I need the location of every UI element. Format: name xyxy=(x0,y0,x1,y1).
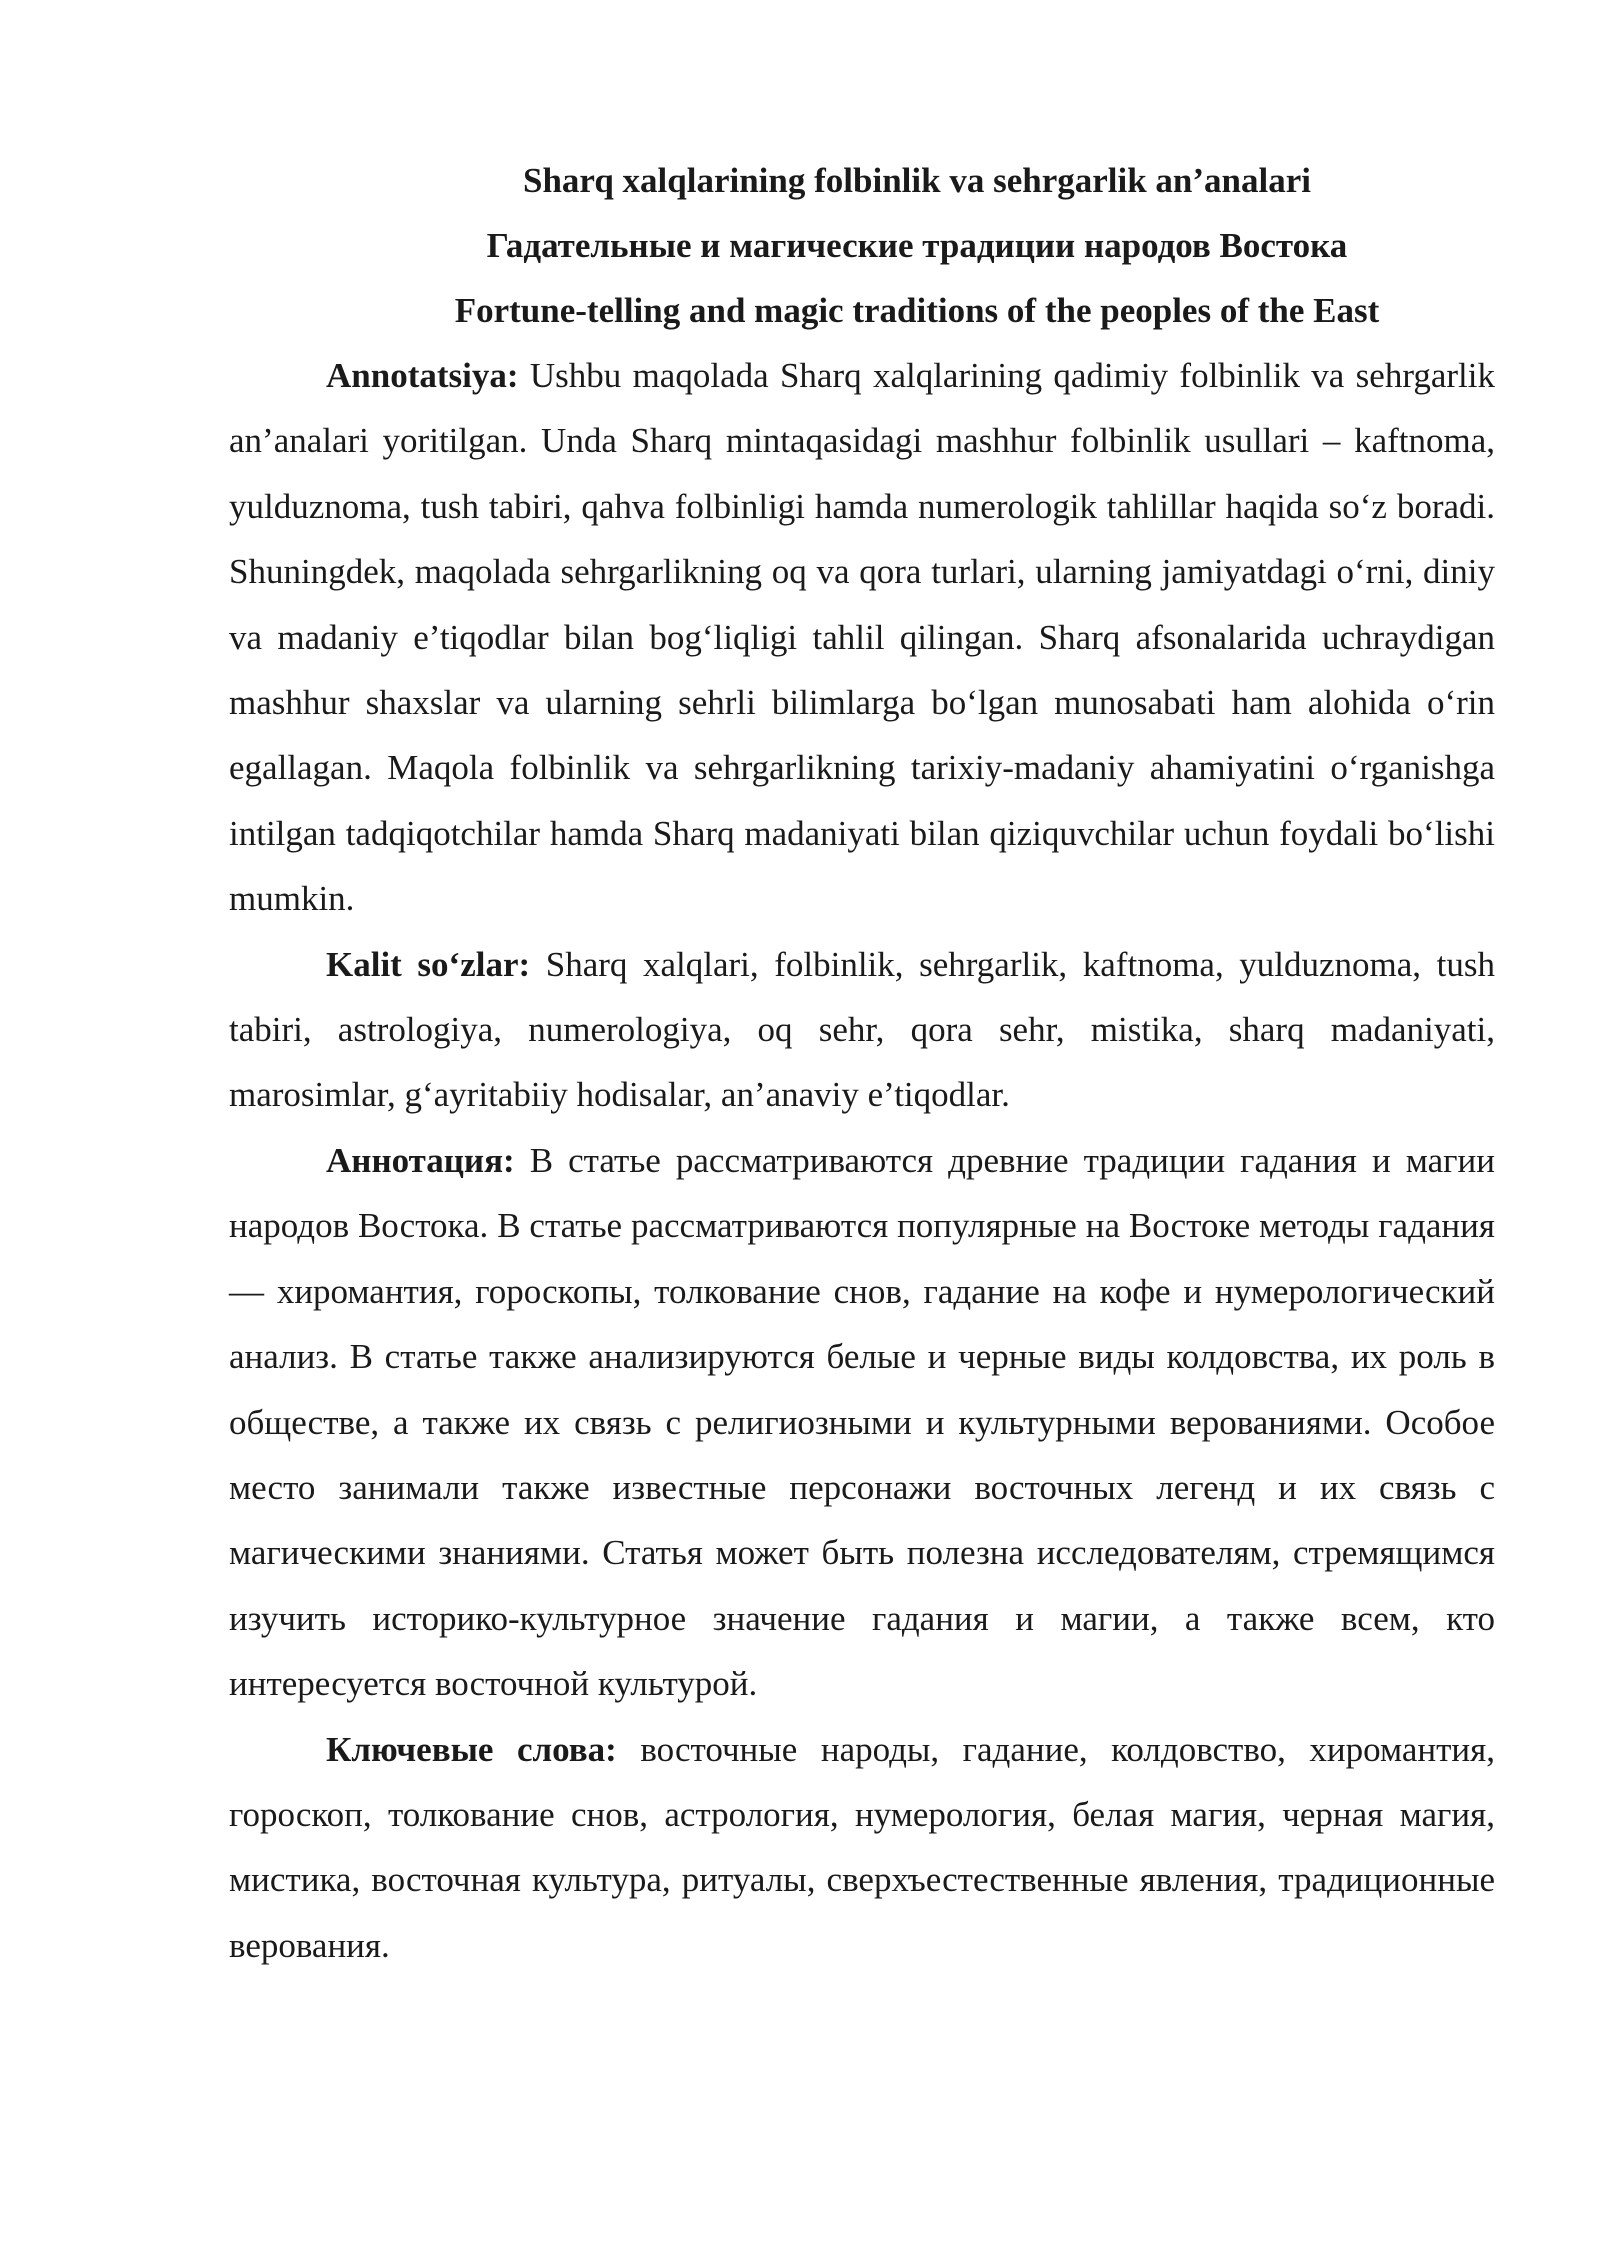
keywords-uzbek-text: Sharq xalqlari, folbinlik, sehrgarlik, kaftnoma, yulduznoma, tush tabiri, astrologiya, numerologiya, oq sehr, qora sehr, mistika, sharq madaniyati, marosimlar, gʻayritabiiy hodisalar, an’anaviy e’tiqodlar. xyxy=(229,944,1495,1115)
annotation-uzbek xyxy=(229,343,1495,932)
title-block xyxy=(339,148,1495,343)
keywords-russian-text: восточные народы, гадание, колдовство, хиромантия, гороскоп, толкование снов, астрология, нумерология, белая магия, черная магия, мистика, восточная культура, ритуалы, сверхъестественные явления, традиционные верования. xyxy=(229,1729,1495,1965)
annotation-russian xyxy=(229,1128,1495,1717)
keywords-russian xyxy=(229,1717,1495,1979)
annotation-uzbek-label: Annotatsiya: xyxy=(326,356,519,395)
title-russian: Гадательные и магические традиции народов Востока xyxy=(486,226,1348,265)
title-uzbek: Sharq xalqlarining folbinlik va sehrgarlik an’analari xyxy=(523,161,1311,200)
keywords-russian-label: Ключевые слова: xyxy=(326,1729,617,1769)
keywords-uzbek-label: Kalit soʻzlar: xyxy=(326,944,531,984)
annotation-russian-label: Аннотация: xyxy=(326,1140,515,1180)
annotation-uzbek-text: Ushbu maqolada Sharq xalqlarining qadimiy folbinlik va sehrgarlik an’analari yoritilgan. Unda Sharq mintaqasidagi mashhur folbinlik usullari – kaftnoma, yulduznoma, tush tabiri, qahva folbinligi hamda numerologik tahlillar haqida soʻz boradi. Shuningdek, maqolada sehrgarlikning oq va qora turlari, ularning jamiyatdagi oʻrni, diniy va madaniy e’tiqodlar bilan bogʻliqligi tahlil qilingan. Sharq afsonalarida uchraydigan mashhur shaxslar va ularning sehrli bilimlarga boʻlgan munosabati ham alohida oʻrin egallagan. Maqola folbinlik va sehrgarlikning tarixiy-madaniy ahamiyatini oʻrganishga intilgan tadqiqotchilar hamda Sharq madaniyati bilan qiziquvchilar uchun foydali boʻlishi mumkin. xyxy=(229,356,1495,919)
document-page xyxy=(229,148,1495,1978)
title-english: Fortune-telling and magic traditions of the peoples of the East xyxy=(454,291,1380,330)
keywords-uzbek xyxy=(229,932,1495,1128)
annotation-russian-text: В статье рассматриваются древние традиции гадания и магии народов Востока. В статье рассматриваются популярные на Востоке методы гадания — хиромантия, гороскопы, толкование снов, гадание на кофе и нумерологический анализ. В статье также анализируются белые и черные виды колдовства, их роль в обществе, а также их связь с религиозными и культурными верованиями. Особое место занимали также известные персонажи восточных легенд и их связь с магическими знаниями. Статья может быть полезна исследователям, стремящимся изучить историко-культурное значение гадания и магии, а также всем, кто интересуется восточной культурой. xyxy=(229,1140,1495,1704)
